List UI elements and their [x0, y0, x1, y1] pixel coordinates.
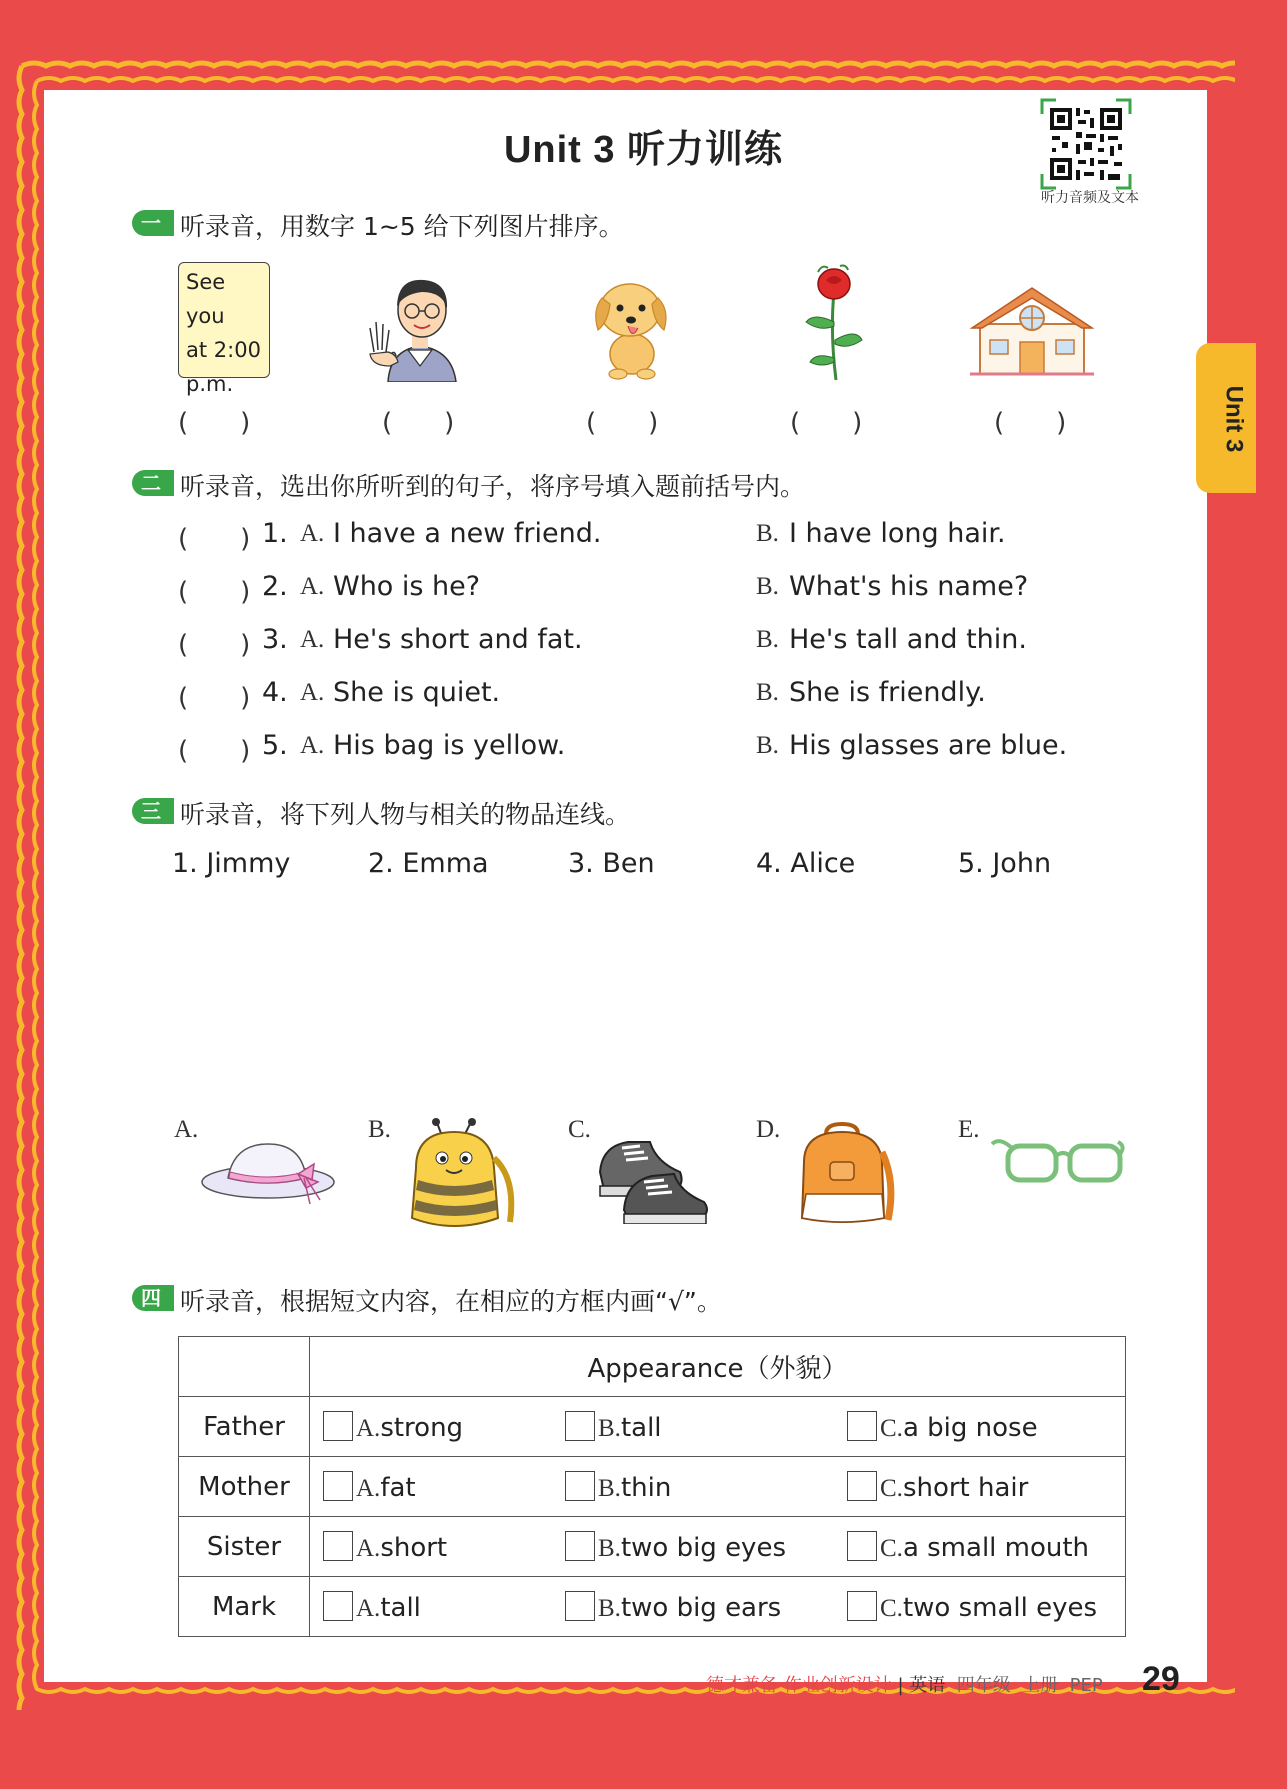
yellow-schoolbag-icon[interactable]: [402, 1118, 520, 1234]
option-label: B.: [598, 1535, 621, 1562]
person-name[interactable]: 3. Ben: [568, 848, 655, 879]
note-line: p.m.: [186, 372, 234, 396]
question-number: 2.: [262, 571, 288, 602]
footer-volume: 上册: [1022, 1675, 1059, 1696]
person-name[interactable]: 2. Emma: [368, 848, 489, 879]
option-text: thin: [620, 1473, 672, 1503]
unit-side-tab: [1196, 343, 1256, 493]
option-b-label: B.: [756, 732, 779, 759]
option-label: B.: [598, 1475, 621, 1502]
option-text: tall: [620, 1413, 662, 1443]
option-label: A.: [356, 1535, 381, 1562]
note-line: See you: [186, 270, 226, 328]
house-icon: [970, 282, 1094, 378]
checkbox[interactable]: [847, 1531, 877, 1561]
option-text: two big eyes: [620, 1533, 786, 1563]
options-cell: [310, 1517, 1126, 1577]
option-text: tall: [380, 1593, 421, 1623]
option-b-text[interactable]: His glasses are blue.: [789, 730, 1068, 761]
item-label: B.: [368, 1116, 391, 1143]
puppy-icon: [588, 270, 672, 380]
note-line: at 2:00: [186, 338, 261, 362]
checkbox[interactable]: [565, 1591, 595, 1621]
option-a-text[interactable]: I have a new friend.: [333, 518, 602, 549]
section-4-badge: 四: [132, 1285, 170, 1311]
person-name[interactable]: 1. Jimmy: [172, 848, 291, 879]
option-a-label: A.: [300, 626, 325, 653]
person-cell: Sister: [179, 1517, 310, 1577]
option-text: a big nose: [902, 1413, 1038, 1443]
footer-edition: PEP: [1069, 1675, 1103, 1696]
option-label: B.: [598, 1415, 621, 1442]
appearance-table: [178, 1336, 1126, 1637]
option-label: C.: [880, 1535, 903, 1562]
option-a-text[interactable]: He's short and fat.: [333, 624, 583, 655]
option-b-label: B.: [756, 626, 779, 653]
checkbox[interactable]: [323, 1411, 353, 1441]
section-4-instruction: 听录音，根据短文内容，在相应的方框内画“√”。: [180, 1287, 722, 1316]
option-b-label: B.: [756, 520, 779, 547]
checkbox[interactable]: [847, 1471, 877, 1501]
page-title: Unit 3 听力训练: [503, 129, 784, 171]
option-label: A.: [356, 1415, 381, 1442]
option-text: short hair: [902, 1473, 1029, 1503]
person-cell: Mark: [179, 1577, 310, 1637]
checkbox[interactable]: [847, 1411, 877, 1441]
table-row: [179, 1457, 1126, 1517]
section-2-instruction: 听录音，选出你所听到的句子，将序号填入题前括号内。: [180, 472, 806, 501]
option-text: a small mouth: [902, 1533, 1090, 1563]
options-cell: [310, 1397, 1126, 1457]
option-label: A.: [356, 1595, 381, 1622]
section-1-instruction: 听录音，用数字 1~5 给下列图片排序。: [180, 212, 624, 241]
table-row: [179, 1397, 1126, 1457]
option-label: A.: [356, 1475, 381, 1502]
answer-blank[interactable]: ( ): [178, 736, 251, 766]
qr-caption: 听力音频及文本: [1041, 190, 1139, 206]
table-header-row: [179, 1337, 1126, 1397]
option-a-label: A.: [300, 573, 325, 600]
person-name[interactable]: 4. Alice: [756, 848, 856, 879]
answer-blank[interactable]: ( ): [586, 408, 659, 438]
answer-blank[interactable]: ( ): [178, 683, 251, 713]
option-label: C.: [880, 1595, 903, 1622]
item-label: C.: [568, 1116, 591, 1143]
table-row: [179, 1577, 1126, 1637]
checkbox[interactable]: [847, 1591, 877, 1621]
footer-separator: |: [897, 1675, 904, 1696]
answer-blank[interactable]: ( ): [994, 408, 1067, 438]
checkbox[interactable]: [565, 1411, 595, 1441]
options-cell: [310, 1577, 1126, 1637]
option-label: C.: [880, 1475, 903, 1502]
option-label: B.: [598, 1595, 621, 1622]
option-text: two big ears: [620, 1593, 782, 1623]
table-header: Appearance（外貌）: [310, 1337, 1126, 1397]
section-3-badge: 三: [132, 798, 170, 824]
options-cell: [310, 1457, 1126, 1517]
footer-grade: 四年级: [956, 1675, 1011, 1696]
option-text: two small eyes: [902, 1593, 1098, 1623]
item-label: E.: [958, 1116, 980, 1143]
checkbox[interactable]: [323, 1531, 353, 1561]
person-cell: Father: [179, 1397, 310, 1457]
footer-brand: 德才兼备·作业创新设计: [706, 1675, 892, 1696]
glasses-icon[interactable]: [990, 1134, 1128, 1186]
qr-code-icon[interactable]: [1040, 98, 1132, 190]
option-a-text[interactable]: Who is he?: [333, 571, 481, 602]
table-row: [179, 1517, 1126, 1577]
option-a-label: A.: [300, 732, 325, 759]
answer-blank[interactable]: ( ): [178, 524, 251, 554]
option-b-label: B.: [756, 679, 779, 706]
checkbox[interactable]: [323, 1471, 353, 1501]
option-b-label: B.: [756, 573, 779, 600]
answer-blank[interactable]: ( ): [178, 577, 251, 607]
option-text: fat: [380, 1473, 416, 1503]
option-b-text[interactable]: She is friendly.: [789, 677, 986, 708]
option-b-text[interactable]: I have long hair.: [789, 518, 1006, 549]
orange-backpack-icon[interactable]: [796, 1122, 896, 1226]
section-1-badge: 一: [132, 210, 170, 236]
table-corner: [179, 1337, 310, 1397]
person-cell: Mother: [179, 1457, 310, 1517]
footer-subject: 英语: [909, 1675, 946, 1696]
hat-icon[interactable]: [198, 1138, 342, 1208]
checkbox[interactable]: [565, 1531, 595, 1561]
option-text: strong: [380, 1413, 464, 1443]
option-a-text[interactable]: His bag is yellow.: [333, 730, 566, 761]
option-a-text[interactable]: She is quiet.: [333, 677, 501, 708]
sneakers-icon[interactable]: [594, 1122, 718, 1224]
question-number: 5.: [262, 730, 288, 761]
rose-icon: [800, 262, 864, 380]
note-card: [178, 262, 270, 396]
option-a-label: A.: [300, 679, 325, 706]
checkbox[interactable]: [323, 1591, 353, 1621]
answer-blank[interactable]: ( ): [790, 408, 863, 438]
question-number: 1.: [262, 518, 288, 549]
boy-waving-icon: [368, 270, 472, 382]
section-2-badge: 二: [132, 470, 170, 496]
answer-blank[interactable]: ( ): [178, 408, 251, 438]
option-text: short: [380, 1533, 448, 1563]
question-number: 3.: [262, 624, 288, 655]
item-label: A.: [174, 1116, 199, 1143]
footer: [706, 1671, 1103, 1697]
option-b-text[interactable]: He's tall and thin.: [789, 624, 1027, 655]
option-label: C.: [880, 1415, 903, 1442]
section-3-instruction: 听录音，将下列人物与相关的物品连线。: [180, 800, 631, 829]
option-a-label: A.: [300, 520, 325, 547]
item-label: D.: [756, 1116, 781, 1143]
answer-blank[interactable]: ( ): [382, 408, 455, 438]
person-name[interactable]: 5. John: [958, 848, 1052, 879]
question-number: 4.: [262, 677, 288, 708]
answer-blank[interactable]: ( ): [178, 630, 251, 660]
checkbox[interactable]: [565, 1471, 595, 1501]
side-tab-label: Unit 3: [1220, 385, 1248, 453]
option-b-text[interactable]: What's his name?: [789, 571, 1029, 602]
page-number: 29: [1142, 1660, 1180, 1698]
